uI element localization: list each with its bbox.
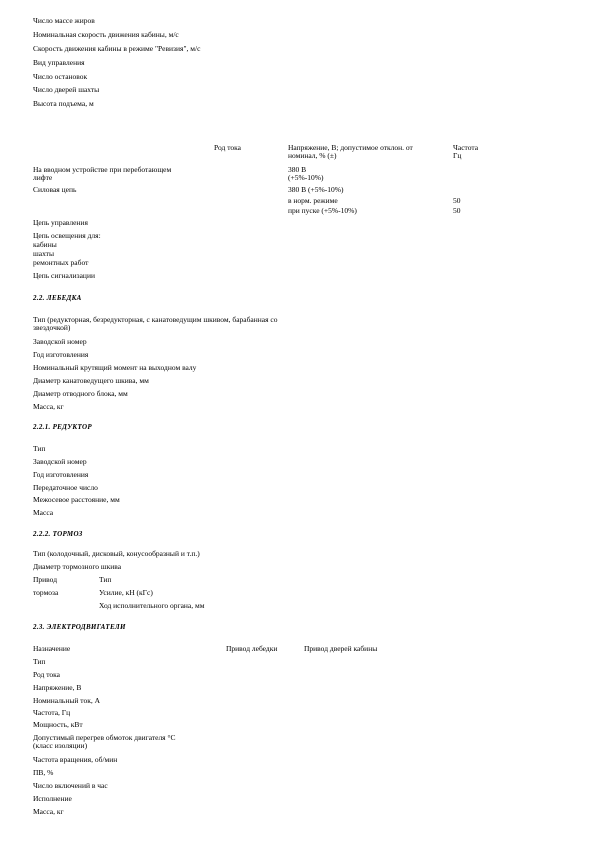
param-line: Усилие, кН (кГс) [99,588,153,597]
row-value: (+5%-10%) [288,173,324,182]
row-label: Цепь сигнализации [33,271,95,280]
param-line: Число массе жиров [33,16,95,25]
param-line: Передаточное число [33,483,98,492]
param-line: Частота вращения, об/мин [33,755,118,764]
param-line: Тип [33,444,46,453]
param-line: Тип (редукторная, безредукторная, с канатоведущим шкивом, барабанная со [33,315,278,324]
col-header-voltage: Напряжение, В; допустимое отклон. от [288,143,413,152]
param-line: Тип [99,575,112,584]
section-heading: 2.2.1. РЕДУКТОР [33,423,92,431]
col-header-winch-drive: Привод лебедки [226,644,278,653]
row-value: в норм. режиме [288,196,338,205]
col-header-voltage-2: номинал, % (±) [288,151,337,160]
param-line: Вид управления [33,58,85,67]
param-line: звездочкой) [33,323,71,332]
param-line: Привод [33,575,58,584]
section-heading: 2.3. ЭЛЕКТРОДВИГАТЕЛИ [33,623,126,631]
param-line: Масса, кг [33,807,64,816]
param-line: Масса, кг [33,402,64,411]
param-line: Заводской номер [33,457,87,466]
param-line: Межосевое расстояние, мм [33,495,120,504]
param-line: Номинальная скорость движения кабины, м/с [33,30,179,39]
row-value: 50 [453,196,461,205]
param-line: Род тока [33,670,60,679]
param-line: Ход исполнительного органа, мм [99,601,205,610]
param-line: Год изготовления [33,350,89,359]
row-label: Цепь управления [33,218,88,227]
param-line: Мощность, кВт [33,720,83,729]
row-label: лифте [33,173,53,182]
row-label: шахты [33,249,54,258]
param-line: Диаметр тормозного шкива [33,562,122,571]
row-value: при пуске (+5%-10%) [288,206,357,215]
param-line: Высота подъема, м [33,99,94,108]
section-heading: 2.2.2. ТОРМОЗ [33,530,83,538]
param-line: (класс изоляции) [33,741,88,750]
param-line: Скорость движения кабины в режиме "Ревизия", м/с [33,44,201,53]
param-line: Номинальный ток, А [33,696,101,705]
param-line: Число включений в час [33,781,108,790]
param-line: Заводской номер [33,337,87,346]
row-label: Силовая цепь [33,185,77,194]
param-line: Тип [33,657,46,666]
param-line: Год изготовления [33,470,89,479]
param-line: Число дверей шахты [33,85,100,94]
param-line: Напряжение, В [33,683,82,692]
col-header-frequency: Частота [453,143,479,152]
param-line: Диаметр канатоведущего шкива, мм [33,376,149,385]
param-line: Число остановок [33,72,88,81]
param-line: Масса [33,508,54,517]
param-line: Тип (колодочный, дисковый, конусообразный и т.п.) [33,549,200,558]
col-header-door-drive: Привод дверей кабины [304,644,378,653]
row-value: 50 [453,206,461,215]
col-header-frequency-2: Гц [453,151,462,160]
param-line: Исполнение [33,794,72,803]
param-line: Допустимый перегрев обмоток двигателя °С [33,733,176,742]
param-line: Частота, Гц [33,708,71,717]
row-value: 380 В [288,165,307,174]
row-value: 380 В (+5%-10%) [288,185,344,194]
row-label: кабины [33,240,57,249]
row-label: ремонтных работ [33,258,89,267]
row-label: Цепь освещения для: [33,231,101,240]
param-line: Диаметр отводного блока, мм [33,389,128,398]
col-header-purpose: Назначение [33,644,71,653]
row-label: На вводном устройстве при переботающем [33,165,172,174]
section-heading: 2.2. ЛЕБЕДКА [33,294,82,302]
param-line: Номинальный крутящий момент на выходном валу [33,363,197,372]
param-line: тормоза [33,588,59,597]
col-header-current: Род тока [214,143,241,152]
param-line: ПВ, % [33,768,54,777]
